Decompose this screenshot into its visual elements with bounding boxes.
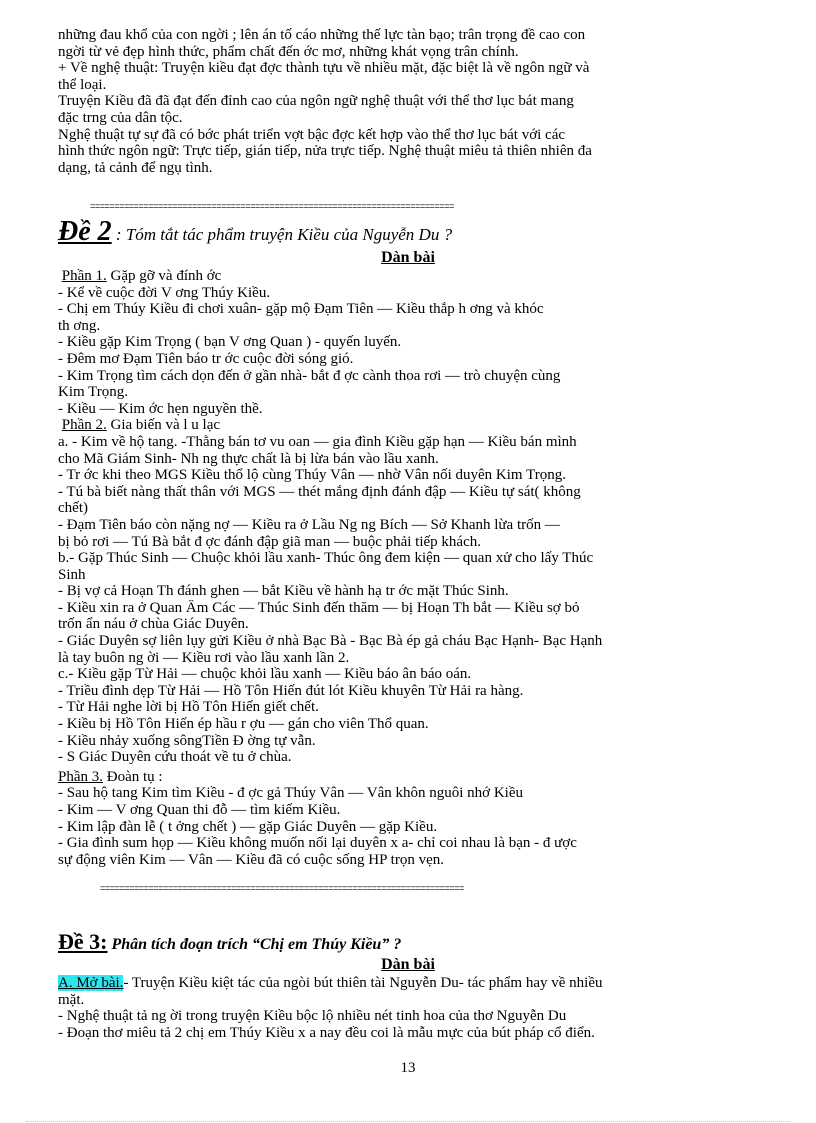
part1-heading xyxy=(58,268,753,285)
text-line: - Đoạn thơ miêu tả 2 chị em Thúy Kiều x a nay đều coi là mẫu mực của bút pháp cổ điển. xyxy=(58,1024,595,1041)
outline-heading: Dàn bài xyxy=(381,956,435,973)
list-item: c.- Kiều gặp Từ Hải — chuộc khỏi lầu xanh — Kiều báo ân báo oán. xyxy=(58,666,472,683)
part2-title: Phần 2. xyxy=(61,417,107,434)
list-item: Sinh xyxy=(58,566,86,583)
de2-outline xyxy=(58,268,753,868)
section-heading-de2 xyxy=(58,216,453,247)
text-line: mặt. xyxy=(58,991,85,1008)
part2-heading xyxy=(58,417,753,434)
text-line: - Nghệ thuật tả ng ời trong truyện Kiều bộc lộ nhiều nét tinh hoa của thơ Nguyễn Du xyxy=(58,1008,567,1025)
text-line: đặc trng của dân tộc. xyxy=(58,109,183,126)
list-item: - Bị vợ cả Hoạn Th đánh ghen — bắt Kiều về hành hạ tr ớc mặt Thúc Sinh. xyxy=(58,583,509,600)
list-item: a. - Kim về hộ tang. -Thằng bán tơ vu oan — gia đình Kiều gặp hạn — Kiều bán mình xyxy=(58,433,577,450)
list-item: - S Giác Duyên cứu thoát về tu ở chùa. xyxy=(58,749,292,766)
mobai-label: A. Mở bài. xyxy=(58,975,124,991)
list-item: b.- Gặp Thúc Sinh — Chuộc khỏi lầu xanh- Thúc ông đem kiện — quan xử cho lấy Thúc xyxy=(58,550,594,567)
text-line: dạng, tả cảnh để ngụ tình. xyxy=(58,159,213,176)
list-item: - Từ Hải nghe lời bị Hồ Tôn Hiến giết chết. xyxy=(58,699,319,716)
de2-question: : Tóm tắt tác phẩm truyện Kiều của Nguyễn Du ? xyxy=(111,225,453,244)
text-line: + Về nghệ thuật: Truyện kiều đạt đợc thành tựu về nhiều mặt, đặc biệt là về ngôn ngữ và xyxy=(58,60,590,77)
list-item: Kim Trọng. xyxy=(58,384,129,401)
list-item: - Kiều nhảy xuống sôngTiền Đ ờng tự vẫn. xyxy=(58,732,316,749)
page-bottom-border xyxy=(26,1121,790,1122)
list-item: th ơng. xyxy=(58,317,101,334)
text-line: Truyện Kiều đã đã đạt đến đỉnh cao của ngôn ngữ nghệ thuật với thể thơ lục bát mang xyxy=(58,93,574,110)
list-item: bị bỏ rơi — Tú Bà bắt đ ợc đánh đập giã man — buộc phải tiếp khách. xyxy=(58,533,481,550)
list-item: - Đêm mơ Đạm Tiên báo tr ớc cuộc đời sóng gió. xyxy=(58,350,354,367)
list-item: - Kiều — Kim ớc hẹn nguyền thề. xyxy=(58,400,263,417)
list-item: - Kể về cuộc đời V ơng Thúy Kiều. xyxy=(58,284,271,301)
page-number: 13 xyxy=(400,1060,416,1076)
part1-title: Phần 1. xyxy=(61,268,107,284)
list-item: - Chị em Thúy Kiều đi chơi xuân- gặp mộ Đạm Tiên — Kiều thắp h ơng và khóc xyxy=(58,301,544,318)
part2-subtitle: Gia biến và l u lạc xyxy=(106,417,221,434)
outline-heading: Dàn bài xyxy=(381,249,435,266)
section-heading-de3 xyxy=(58,929,402,954)
separator-line: =========================================================================== xyxy=(100,884,464,894)
list-item: - Kim lập đàn lễ ( t ởng chết ) — gặp Giác Duyên — gặp Kiều. xyxy=(58,818,438,835)
list-item: - Tr ớc khi theo MGS Kiều thổ lộ cùng Thúy Vân — nhờ Vân nối duyên Kim Trọng. xyxy=(58,467,566,484)
list-item: trốn ẩn náu ở chùa Giác Duyên. xyxy=(58,616,249,633)
de2-label: Đề 2 xyxy=(58,216,112,247)
part1-subtitle: Gặp gỡ và đính ớc xyxy=(106,268,222,284)
part3-title: Phần 3. xyxy=(58,768,103,785)
list-item: - Giác Duyên sợ liên lụy gửi Kiều ở nhà Bạc Bà - Bạc Bà ép gả cháu Bạc Hạnh- Bạc Hạnh xyxy=(58,633,603,650)
list-item: - Triều đình dẹp Từ Hải — Hồ Tôn Hiến đút lót Kiều khuyên Từ Hải ra hàng. xyxy=(58,682,524,699)
list-item: cho Mã Giám Sinh- Nh ng thực chất là bị lừa bán vào lầu xanh. xyxy=(58,450,439,467)
list-item: - Kiều gặp Kim Trọng ( bạn V ơng Quan ) - quyến luyến. xyxy=(58,334,402,351)
de3-label: Đề 3: xyxy=(58,929,108,954)
separator-line: =========================================================================== xyxy=(90,202,454,212)
part3-subtitle: Đoàn tụ : xyxy=(103,768,163,785)
list-item: - Kiều bị Hồ Tôn Hiến ép hầu r ợu — gán cho viên Thổ quan. xyxy=(58,716,429,733)
list-item: - Đạm Tiên báo còn nặng nợ — Kiều ra ở Lầu Ng ng Bích — Sở Khanh lừa trốn — xyxy=(58,516,560,533)
list-item: - Sau hộ tang Kim tìm Kiều - đ ợc gả Thúy Vân — Vân khôn nguôi nhớ Kiều xyxy=(58,785,523,802)
list-item: - Kim Trọng tìm cách dọn đến ở gần nhà- bắt đ ợc cành thoa rơi — trò chuyện cùng xyxy=(58,367,561,384)
text-line: Nghệ thuật tự sự đã có bớc phát triển vợt bậc đợc kết hợp vào thể thơ lục bát với các xyxy=(58,126,566,143)
list-item: sự động viên Kim — Vân — Kiều đã có cuộc sống HP trọn vẹn. xyxy=(58,851,444,868)
list-item: - Kim — V ơng Quan thi đỗ — tìm kiếm Kiều. xyxy=(58,802,341,818)
list-item: - Tú bà biết nàng thất thân với MGS — thét mắng định đánh đập — Kiều tự sát( không xyxy=(58,483,581,500)
de3-outline xyxy=(58,975,753,1041)
intro-text xyxy=(58,27,753,176)
text-line: những đau khổ của con ngời ; lên án tố cáo những thế lực tàn bạo; trân trọng đề cao con xyxy=(58,27,586,43)
list-item: chết) xyxy=(58,500,88,517)
text-line: ngời từ vẻ đẹp hình thức, phẩm chất đến ớc mơ, những khát vọng trân chính. xyxy=(58,43,519,60)
list-item: - Gia đình sum họp — Kiều không muốn nối lại duyên x a- chỉ coi nhau là bạn - đ ược xyxy=(58,835,577,852)
text-line: hình thức ngôn ngữ: Trực tiếp, gián tiếp, nửa trực tiếp. Nghệ thuật miêu tả thiên nhiên đa xyxy=(58,143,592,160)
text-line: thể loại. xyxy=(58,76,107,93)
list-item: là tay buôn ng ời — Kiều rơi vào lầu xanh lần 2. xyxy=(58,649,350,666)
mobai-line xyxy=(58,975,753,992)
list-item: - Kiều xin ra ở Quan Âm Các — Thúc Sinh đến thăm — bị Hoạn Th bắt — Kiều sợ bỏ xyxy=(58,599,580,616)
de3-question: Phân tích đoạn trích “Chị em Thúy Kiều” ? xyxy=(107,936,402,953)
mobai-text: - Truyện Kiều kiệt tác của ngòi bút thiên tài Nguyễn Du- tác phẩm hay về nhiều xyxy=(123,975,603,991)
part3-heading xyxy=(58,769,753,786)
